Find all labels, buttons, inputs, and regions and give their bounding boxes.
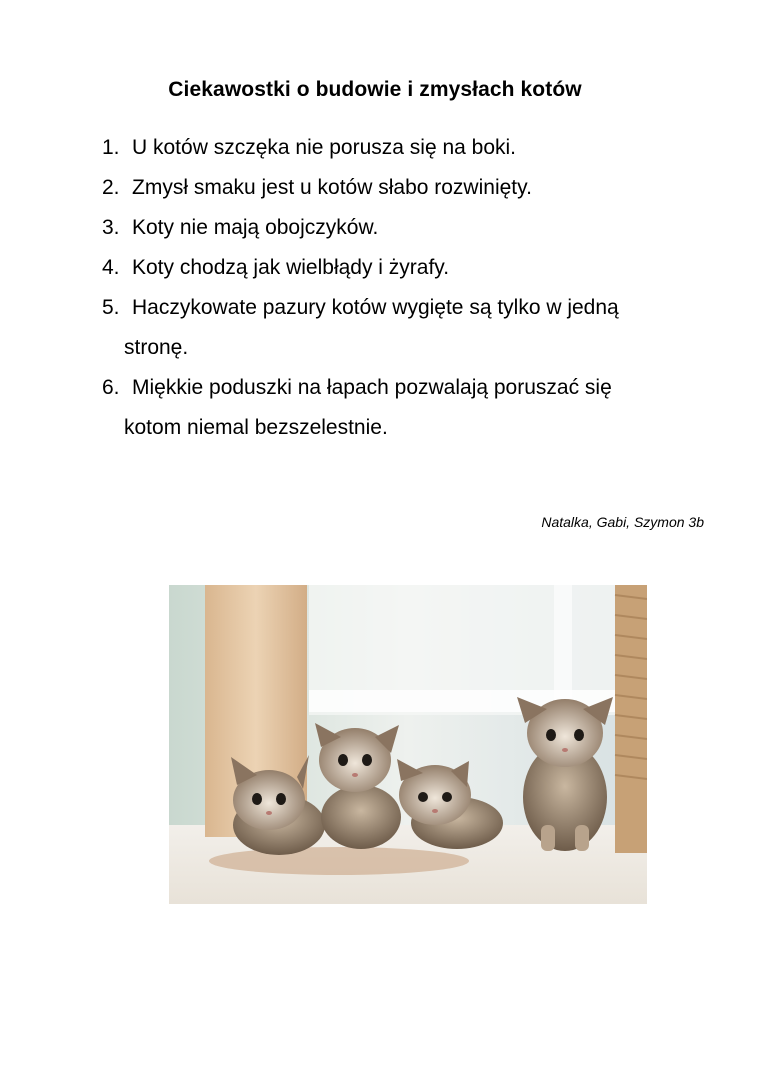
list-item-number: 4. — [102, 256, 120, 279]
kitten-4 — [517, 697, 613, 851]
page-title: Ciekawostki o budowie i zmysłach kotów — [168, 78, 582, 101]
list-item-text: Zmysł smaku jest u kotów słabo rozwinięty. — [132, 176, 532, 199]
list-item-text-wrapper — [124, 288, 722, 368]
kittens-photo — [169, 585, 647, 904]
list-item-number: 1. — [102, 136, 120, 159]
list-item — [102, 368, 722, 448]
list-item-text: Koty chodzą jak wielbłądy i żyrafy. — [132, 256, 450, 279]
authors-signature: Natalka, Gabi, Szymon 3b — [541, 514, 704, 530]
list-item-number: 2. — [102, 176, 120, 199]
list-item — [102, 208, 722, 248]
list-item-text: U kotów szczęka nie porusza się na boki. — [132, 136, 517, 159]
facts-list — [102, 128, 722, 448]
list-item-text: Haczykowate pazury kotów wygięte są tylko w jedną — [132, 296, 619, 319]
list-item-text-continued: stronę. — [124, 336, 189, 359]
list-item — [102, 128, 722, 168]
list-item-text-continued: kotom niemal bezszelestnie. — [124, 416, 388, 439]
list-item-number: 5. — [102, 296, 120, 319]
list-item — [102, 288, 722, 368]
list-item — [102, 168, 722, 208]
kittens-illustration — [169, 585, 647, 904]
list-item — [102, 248, 722, 288]
list-item-number: 6. — [102, 376, 120, 399]
list-item-text-wrapper — [124, 368, 722, 448]
list-item-text: Koty nie mają obojczyków. — [132, 216, 379, 239]
list-item-text: Miękkie poduszki na łapach pozwalają poruszać się — [132, 376, 612, 399]
list-item-number: 3. — [102, 216, 120, 239]
